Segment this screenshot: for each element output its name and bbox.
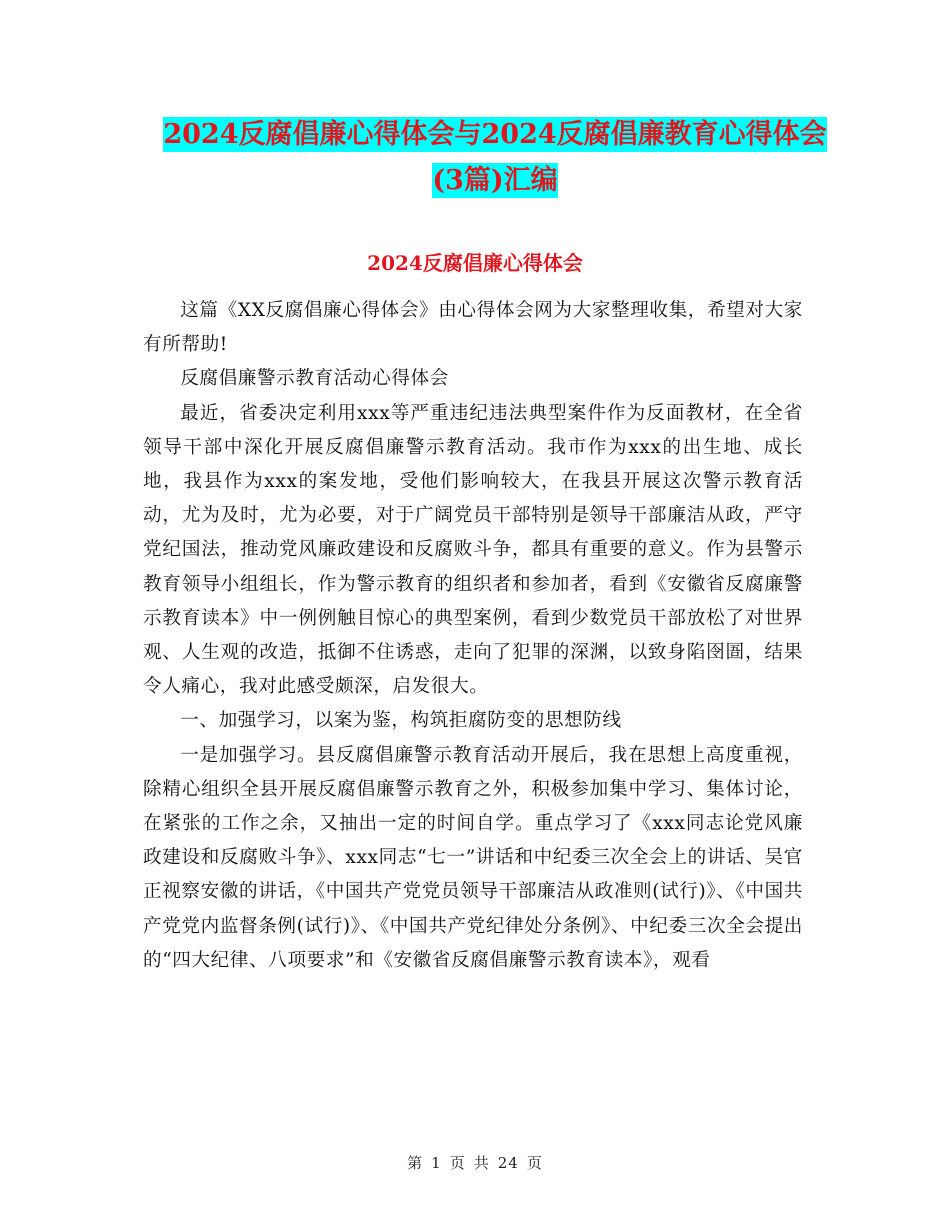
paragraph: 一、加强学习，以案为鉴，构筑拒腐防变的思想防线 <box>180 710 622 732</box>
document-title <box>140 112 850 204</box>
title-line-1: 2024反腐倡廉心得体会与2024反腐倡廉教育心得体会 <box>163 119 827 150</box>
footer-total-word: 共 <box>473 1154 490 1172</box>
current-page-number: 1 <box>431 1154 442 1172</box>
page-footer <box>0 1152 950 1173</box>
footer-page-word: 页 <box>449 1154 466 1172</box>
document-body <box>143 294 803 978</box>
paragraph: 一是加强学习。县反腐倡廉警示教育活动开展后，我在思想上高度重视，除精心组织全县开展反腐倡廉警示教育之外，积极参加集中学习、集体讨论，在紧张的工作之余，又抽出一定的时间自学。重点学习了《xxx同志论党风廉政建设和反腐败斗争》、xxx同志“七一”讲话和中纪委三次全会上的讲话、吴官正视察安徽的讲话，《中国共产党党员领导干部廉洁从政准则(试行)》、《中国共产党党内监督条例(试行)》、《中国共产党纪律处分条例》、中纪委三次全会提出的“四大纪律、八项要求”和《安徽省反腐倡廉警示教育读本》，观看 <box>143 744 803 971</box>
title-line-2: (3篇)汇编 <box>432 165 558 196</box>
paragraph: 这篇《XX反腐倡廉心得体会》由心得体会网为大家整理收集，希望对大家有所帮助! <box>143 300 803 356</box>
footer-prefix: 第 <box>407 1154 424 1172</box>
total-pages-number: 24 <box>497 1154 519 1172</box>
section-title: 2024反腐倡廉心得体会 <box>367 251 583 275</box>
paragraph: 最近，省委决定利用xxx等严重违纪违法典型案件作为反面教材，在全省领导干部中深化开展反腐倡廉警示教育活动。我市作为xxx的出生地、成长地，我县作为xxx的案发地，受他们影响较大，在我县开展这次警示教育活动，尤为及时，尤为必要，对于广阔党员干部特别是领导干部廉洁从政，严守党纪国法，推动党风廉政建设和反腐败斗争，都具有重要的意义。作为县警示教育领导小组组长，作为警示教育的组织者和参加者，看到《安徽省反腐廉警示教育读本》中一例例触目惊心的典型案例，看到少数党员干部放松了对世界观、人生观的改造，抵御不住诱惑，走向了犯罪的深渊，以致身陷囹圄，结果令人痛心，我对此感受颇深，启发很大。 <box>143 402 803 698</box>
paragraph: 反腐倡廉警示教育活动心得体会 <box>180 368 449 390</box>
footer-suffix: 页 <box>526 1154 543 1172</box>
